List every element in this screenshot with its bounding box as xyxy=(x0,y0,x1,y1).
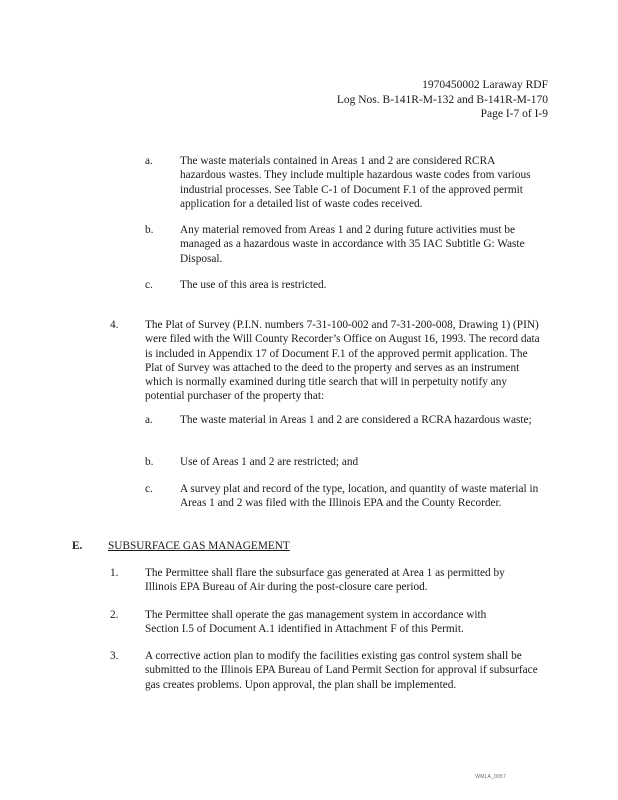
item-4-marker: 4. xyxy=(110,319,119,331)
section-e-item-2-text: The Permittee shall operate the gas management system in accordance with Section I.5 of Document A.1 identified in Attachment F of this Permit. xyxy=(145,609,487,636)
section-e-heading: SUBSURFACE GAS MANAGEMENT xyxy=(108,540,290,552)
document-header xyxy=(337,78,548,122)
bates-number: WMLA_0057 xyxy=(475,774,506,780)
header-log-numbers: Log Nos. B-141R-M-132 and B-141R-M-170 xyxy=(336,93,548,106)
item-4-sub-a-marker: a. xyxy=(145,414,153,426)
section-e-item-1-marker: 1. xyxy=(110,567,119,579)
section-e-item-3-marker: 3. xyxy=(110,650,119,662)
list-marker-a: a. xyxy=(145,155,153,167)
item-4-sub-b-text: Use of Areas 1 and 2 are restricted; and xyxy=(180,456,359,468)
list-item-c-text: The use of this area is restricted. xyxy=(180,279,327,291)
header-page-number: Page I-7 of I-9 xyxy=(480,108,548,120)
item-4-sub-c-text: A survey plat and record of the type, location, and quantity of waste material in Areas 1 and 2 was filed with the Illinois EPA and the County Recorder. xyxy=(180,483,539,510)
item-4-sub-b-marker: b. xyxy=(145,456,154,468)
section-e-marker: E. xyxy=(72,540,83,552)
header-facility-id: 1970450002 Laraway RDF xyxy=(422,79,548,91)
item-4-sub-c-marker: c. xyxy=(145,483,153,495)
list-marker-c: c. xyxy=(145,279,153,291)
list-marker-b: b. xyxy=(145,224,154,236)
list-item-b-text: Any material removed from Areas 1 and 2 during future activities must be managed as a hazardous waste in accordance with 35 IAC Subtitle G: Waste Disposal. xyxy=(180,224,525,265)
list-item-a-text: The waste materials contained in Areas 1 and 2 are considered RCRA hazardous wastes. They include multiple hazardous waste codes from various industrial processes. See Table C-1 of Document F.1 of the approved permit application for a detailed list of waste codes received. xyxy=(180,155,531,210)
section-e-item-1-text: The Permittee shall flare the subsurface gas generated at Area 1 as permitted by Illinois EPA Bureau of Air during the post-closure care period. xyxy=(145,567,505,594)
item-4-sub-a-text: The waste material in Areas 1 and 2 are considered a RCRA hazardous waste; xyxy=(180,414,532,426)
section-e-item-2-marker: 2. xyxy=(110,609,119,621)
item-4-text: The Plat of Survey (P.I.N. numbers 7-31-100-002 and 7-31-200-008, Drawing 1) (PIN) were filed with the Will County Recorder’s Office on August 16, 1993. The record data is included in Appendix 17 of Document F.1 of the approved permit application. The Plat of Survey was attached to the deed to the property and serves as an instrument which is normally examined during title search that will in perpetuity notify any potential purchaser of the property that: xyxy=(145,319,540,403)
section-e-item-3-text: A corrective action plan to modify the facilities existing gas control system shall be submitted to the Illinois EPA Bureau of Land Permit Section for approval if subsurface gas creates problems. Upon approval, the plan shall be implemented. xyxy=(145,650,538,691)
